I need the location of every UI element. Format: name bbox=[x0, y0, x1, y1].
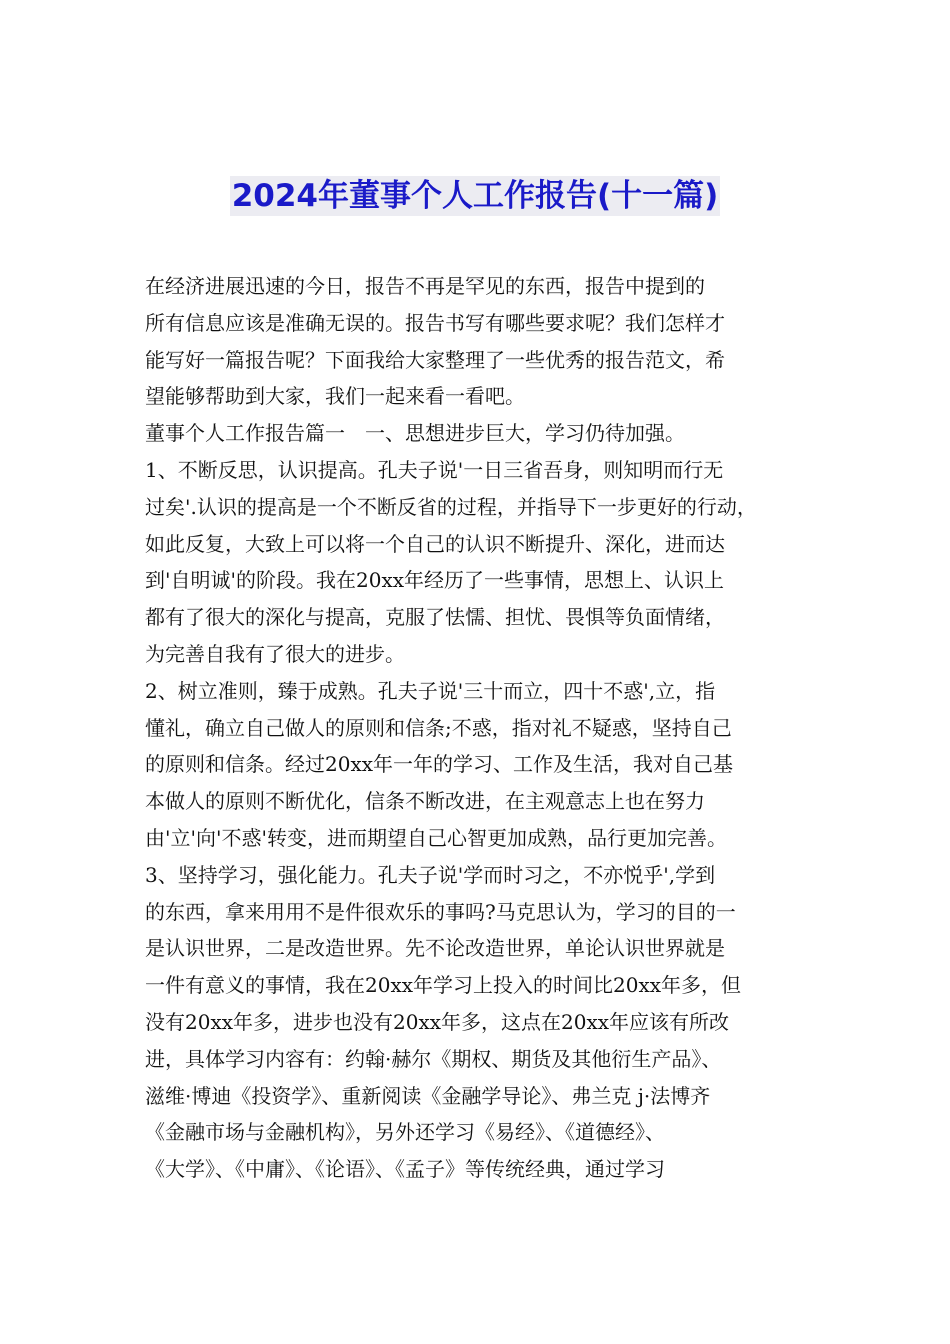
text-line: 懂礼，确立自己做人的原则和信条;不惑，指对礼不疑惑，坚持自己 bbox=[145, 715, 732, 740]
text-line: 的原则和信条。经过20xx年一年的学习、工作及生活，我对自己基 bbox=[145, 752, 734, 777]
document-title-text: 2024年董事个人工作报告(十一篇) bbox=[231, 178, 719, 214]
document-body bbox=[145, 268, 815, 1188]
text-line: 没有20xx年多，进步也没有20xx年多，这点在20xx年应该有所改 bbox=[145, 1009, 730, 1034]
text-line: 都有了很大的深化与提高，克服了怯懦、担忧、畏惧等负面情绪， bbox=[145, 605, 725, 630]
text-line: 过矣'.认识的提高是一个不断反省的过程，并指导下一步更好的行动， bbox=[145, 494, 757, 519]
text-line: 滋维·博迪《投资学》、重新阅读《金融学导论》、弗兰克 j·法博齐 bbox=[145, 1083, 711, 1108]
text-line: 1、不断反思，认识提高。孔夫子说'一日三省吾身，则知明而行无 bbox=[145, 457, 724, 482]
text-line: 一件有意义的事情，我在20xx年学习上投入的时间比20xx年多，但 bbox=[145, 973, 742, 998]
section-heading-line: 董事个人工作报告篇一 一、思想进步巨大，学习仍待加强。 bbox=[145, 421, 685, 446]
text-line: 由'立'向'不惑'转变，进而期望自己心智更加成熟，品行更加完善。 bbox=[145, 825, 727, 850]
text-line: 的东西，拿来用用不是件很欢乐的事吗?马克思认为，学习的目的一 bbox=[145, 899, 736, 924]
text-line: 到'自明诚'的阶段。我在20xx年经历了一些事情，思想上、认识上 bbox=[145, 568, 725, 593]
text-line: 2、树立准则，臻于成熟。孔夫子说'三十而立，四十不惑',立，指 bbox=[145, 678, 716, 703]
text-line: 能写好一篇报告呢？下面我给大家整理了一些优秀的报告范文，希 bbox=[145, 347, 725, 372]
text-line: 本做人的原则不断优化，信条不断改进，在主观意志上也在努力 bbox=[145, 789, 705, 814]
text-line: 所有信息应该是准确无误的。报告书写有哪些要求呢？我们怎样才 bbox=[145, 310, 725, 335]
text-line: 为完善自我有了很大的进步。 bbox=[145, 641, 405, 666]
text-line: 3、坚持学习，强化能力。孔夫子说'学而时习之，不亦悦乎',学到 bbox=[145, 862, 716, 887]
text-line: 是认识世界，二是改造世界。先不论改造世界，单论认识世界就是 bbox=[145, 936, 725, 961]
text-line: 《大学》、《中庸》、《论语》、《孟子》等传统经典，通过学习 bbox=[145, 1157, 665, 1182]
text-line: 《金融市场与金融机构》，另外还学习《易经》、《道德经》、 bbox=[145, 1120, 665, 1145]
document-title bbox=[0, 172, 950, 220]
text-line: 如此反复，大致上可以将一个自己的认识不断提升、深化，进而达 bbox=[145, 531, 725, 556]
text-line: 在经济进展迅速的今日，报告不再是罕见的东西，报告中提到的 bbox=[145, 274, 705, 298]
text-line: 进，具体学习内容有：约翰·赫尔《期权、期货及其他衍生产品》、 bbox=[145, 1046, 722, 1071]
text-line: 望能够帮助到大家，我们一起来看一看吧。 bbox=[145, 384, 525, 409]
